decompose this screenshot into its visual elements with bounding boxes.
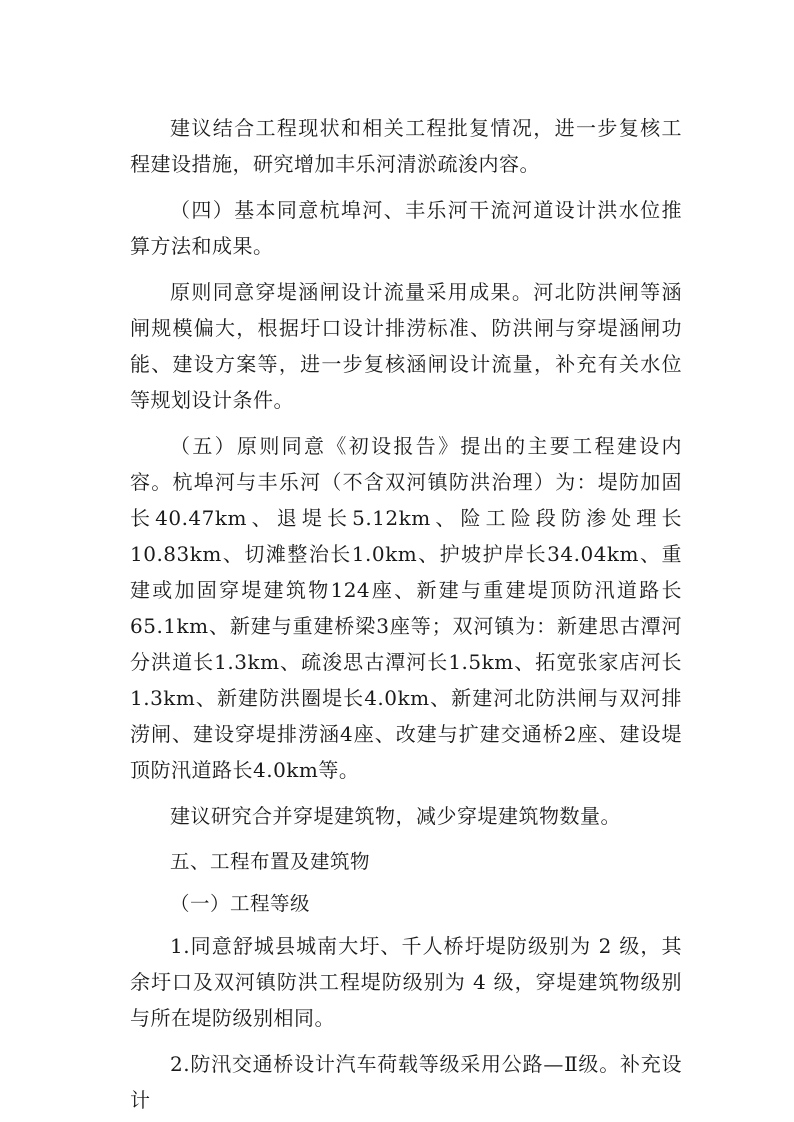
list-item-bridge-load: 2.防汛交通桥设计汽车荷载等级采用公路—Ⅱ级。补充设计 <box>130 1052 682 1112</box>
paragraph-recheck-measures: 建议结合工程现状和相关工程批复情况，进一步复核工程建设措施，研究增加丰乐河清淤疏浚内容。 <box>130 116 682 176</box>
paragraph-merge-structures: 建议研究合并穿堤建筑物，减少穿堤建筑物数量。 <box>170 804 621 828</box>
paragraph-item-four: （四）基本同意杭埠河、丰乐河干流河道设计洪水位推算方法和成果。 <box>130 198 682 258</box>
section-heading: 五、工程布置及建筑物 <box>170 850 371 873</box>
paragraph-item-five: （五）原则同意《初设报告》提出的主要工程建设内容。杭埠河与丰乐河（不含双河镇防洪治理）为：堤防加固长40.47km、退堤长5.12km、险工险段防渗处理长10.83km、切滩整治长1.0km、护坡护岸长34.04km、重建或加固穿堤建筑物124座、新建与重建堤顶防汛道路长65.1km、新建与重建桥梁3座等；双河镇为：新建思古潭河分洪道长1.3km、疏浚思古潭河长1.5km、拓宽张家店河长1.3km、新建防洪圈堤长4.0km、新建河北防洪闸与双河排涝闸、建设穿堤排涝涵4座、改建与扩建交通桥2座、建设堤顶防汛道路长4.0km等。 <box>130 434 682 782</box>
sub-heading: （一）工程等级 <box>170 892 311 915</box>
document-body <box>130 110 682 1118</box>
list-item-levee-grade: 1.同意舒城县城南大圩、千人桥圩堤防级别为 2 级，其余圩口及双河镇防洪工程堤防级别为 4 级，穿堤建筑物级别与所在堤防级别相同。 <box>130 934 682 1030</box>
paragraph-culvert-flow: 原则同意穿堤涵闸设计流量采用成果。河北防洪闸等涵闸规模偏大，根据圩口设计排涝标准、防洪闸与穿堤涵闸功能、建设方案等，进一步复核涵闸设计流量，补充有关水位等规划设计条件。 <box>130 280 682 412</box>
